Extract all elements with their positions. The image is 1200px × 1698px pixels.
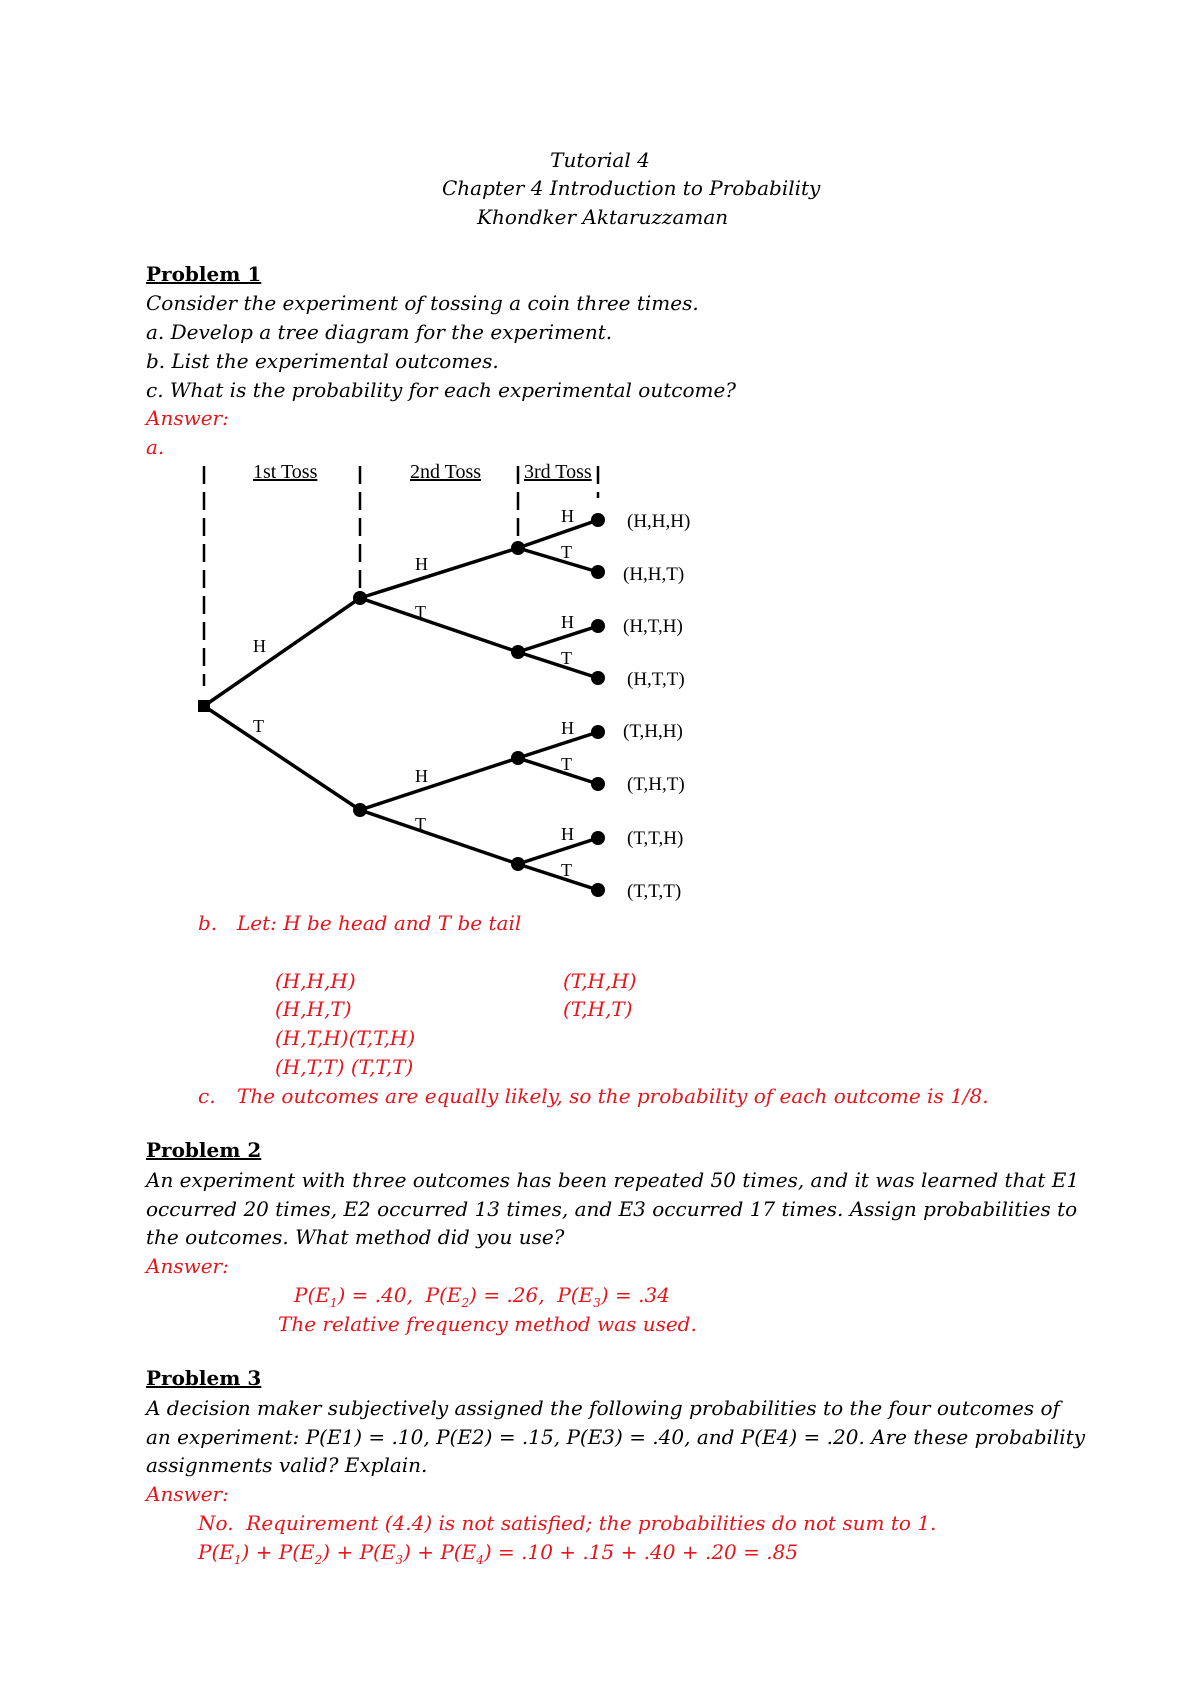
problem2-heading: Problem 2 [146,1138,262,1162]
part-c-label: c. [198,1084,216,1108]
outcome-list-item: (H,T,H)(T,T,H) [275,1026,416,1050]
branch-label: H [561,718,574,738]
problem1-line: c. What is the probability for each experimental outcome? [146,378,737,402]
sum-term: $P(E_2)$ + [278,1540,360,1567]
doc-title: Tutorial 4 [550,148,650,172]
branch-label: H [561,612,574,632]
branch-h [204,598,360,706]
problem3-line: assignments valid? Explain. [146,1453,428,1477]
tree-node [511,645,525,659]
root-node [198,700,210,712]
branch-h [518,838,598,864]
tree-node [511,751,525,765]
problem1-answer-label: Answer: [146,406,229,430]
sum-term: $P(E_3)$ + [359,1540,441,1567]
outcome-labels [623,511,690,902]
part-b-text: Let: H be head and T be tail [237,911,522,935]
tree-node [511,857,525,871]
branch-h [518,626,598,652]
outcome-label: (T,T,H) [627,828,684,849]
stage-label-2nd-toss: 2nd Toss [410,461,482,483]
leaf-node [591,725,605,739]
branch-label: T [253,716,264,736]
branch-h [518,520,598,548]
doc-author: Khondker Aktaruzzaman [477,205,729,229]
branch-h [360,758,518,810]
problem3-line: an experiment: P(E1) = .10, P(E2) = .15, P(E3) = .40, and P(E4) = .20. Are these probability [146,1425,1086,1449]
outcome-label: (T,T,T) [627,881,682,902]
branch-label: T [561,648,572,668]
method-text: The relative frequency method was used. [278,1312,697,1336]
stage-label-1st-toss: 1st Toss [253,461,318,483]
part-b-label: b. [198,911,218,935]
leaf-node [591,831,605,845]
branch-label: H [561,506,574,526]
problem3-line: A decision maker subjectively assigned the following probabilities to the four outcomes of [146,1396,1060,1420]
branch-label: T [561,542,572,562]
prob-term: $P(E_1) = .40$, [294,1283,426,1310]
tree-branches [204,520,598,890]
problem1-line: Consider the experiment of tossing a coin three times. [146,291,699,315]
branch-t [360,810,518,864]
outcome-label: (H,T,H) [623,616,683,637]
probability-sum [198,1538,798,1575]
branch-label: H [253,636,266,656]
branch-label: T [415,602,426,622]
outcome-label: (H,H,T) [623,564,685,585]
leaf-node [591,513,605,527]
leaf-node [591,565,605,579]
branch-t [518,652,598,678]
problem2-answer-label: Answer: [146,1254,229,1278]
branch-label: T [561,754,572,774]
tree-nodes [198,513,605,897]
tree-node [511,541,525,555]
branch-h [518,732,598,758]
leaf-node [591,777,605,791]
leaf-node [591,883,605,897]
outcome-label: (H,T,T) [627,669,685,690]
outcome-list-item: (H,H,H) [275,969,356,993]
branch-label: H [415,554,428,574]
doc-subtitle: Chapter 4 Introduction to Probability [442,176,821,200]
outcome-list-item: (T,H,T) [563,997,633,1021]
sum-term: $P(E_1)$ + [198,1540,279,1567]
prob-term: $P(E_3) = .34$ [557,1283,670,1310]
outcome-label: (T,H,H) [623,721,683,742]
problem1-line: a. Develop a tree diagram for the experiment. [146,320,613,344]
outcome-list-item: (T,H,H) [563,969,637,993]
problem2-line: occurred 20 times, E2 occurred 13 times, and E3 occurred 17 times. Assign probabilities to [146,1197,1078,1221]
branch-label: H [415,766,428,786]
problem3-heading: Problem 3 [146,1366,262,1390]
branch-h [360,548,518,598]
outcome-label: (H,H,H) [627,511,691,532]
tree-node [353,591,367,605]
problem2-line: the outcomes. What method did you use? [146,1225,565,1249]
branch-t [204,706,360,810]
outcome-list-item: (H,T,T) (T,T,T) [275,1055,414,1079]
problem2-line: An experiment with three outcomes has been repeated 50 times, and it was learned that E1 [146,1168,1080,1192]
sum-term: $P(E_4) = .10 + .15 + .40 + .20 = .85$ [440,1540,799,1567]
branch-t [518,758,598,784]
tree-node [353,803,367,817]
part-c-text: The outcomes are equally likely, so the probability of each outcome is 1/8. [237,1084,989,1108]
branch-label: H [561,824,574,844]
problem1-line: b. List the experimental outcomes. [146,349,499,373]
branch-t [518,548,598,572]
leaf-node [591,619,605,633]
outcome-list-item: (H,H,T) [275,997,352,1021]
problem3-answer-label: Answer: [146,1482,229,1506]
stage-label-3rd-toss: 3rd Toss [524,461,592,483]
problem1-heading: Problem 1 [146,262,262,286]
problem1-part-a-label: a. [146,435,165,459]
prob-term: $P(E_2) = .26$, [425,1283,558,1310]
branch-t [360,598,518,652]
problem3-answer-line: No. Requirement (4.4) is not satisfied; the probabilities do not sum to 1. [198,1511,937,1535]
branch-labels [253,506,574,880]
branch-label: T [415,814,426,834]
leaf-node [591,671,605,685]
outcome-label: (T,H,T) [627,774,685,795]
branch-t [518,864,598,890]
branch-label: T [561,860,572,880]
